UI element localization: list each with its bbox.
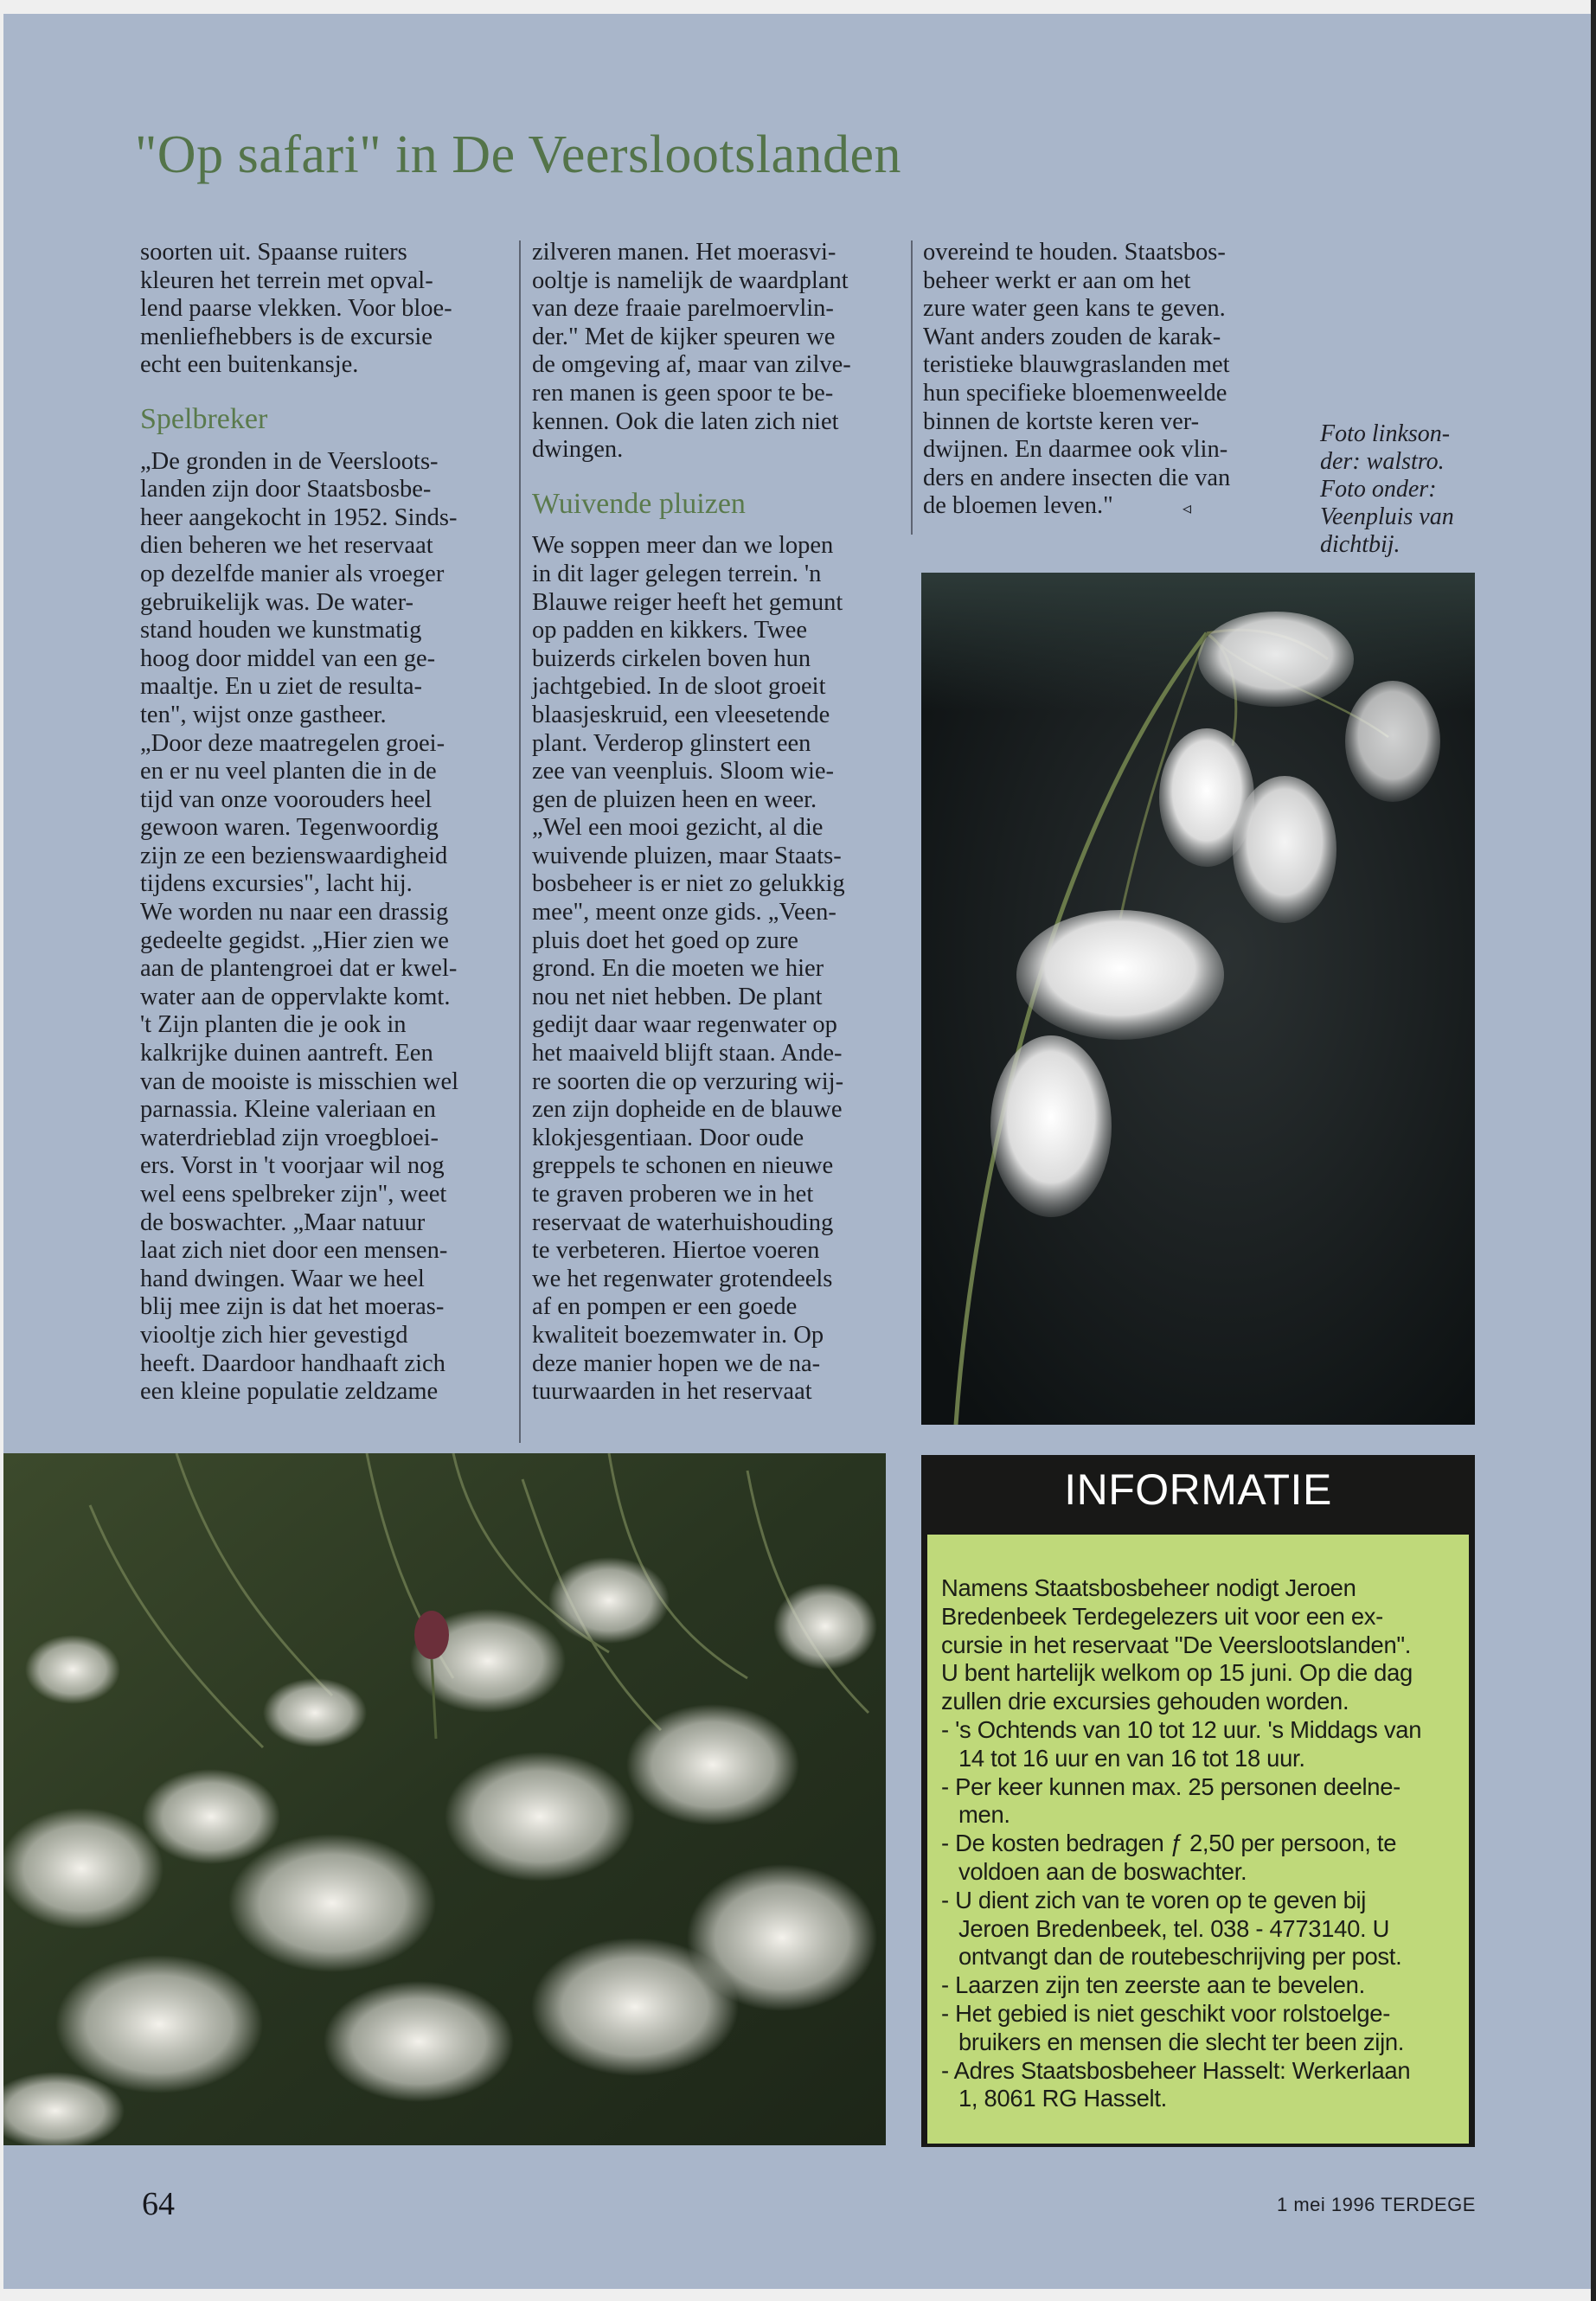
text-line: lend paarse vlekken. Voor bloe- — [140, 295, 452, 323]
info-item-line: voldoen aan de boswachter. — [958, 1857, 1247, 1885]
text-line: dichtbij. — [1320, 531, 1401, 558]
text-line: 't Zijn planten die je ook in — [140, 1011, 407, 1039]
col2-body — [532, 532, 895, 1406]
page-number: 64 — [142, 2186, 175, 2222]
text-line: heer aangekocht in 1952. Sinds- — [140, 503, 458, 531]
info-box — [921, 1455, 1475, 2147]
text-line: zen zijn dopheide en de blauwe — [532, 1096, 843, 1124]
info-item-line: 14 tot 16 uur en van 16 tot 18 uur. — [958, 1744, 1305, 1772]
col1-intro — [140, 239, 503, 380]
text-line: en er nu veel planten die in de — [140, 758, 437, 785]
text-line: bosbeheer is er niet zo gelukkig — [532, 870, 845, 898]
text-line: heeft. Daardoor handhaaft zich — [140, 1349, 445, 1377]
text-line: pluis doet het goed op zure — [532, 926, 798, 954]
text-line: op padden en kikkers. Twee — [532, 617, 808, 644]
text-line: ers. Vorst in 't voorjaar wil nog — [140, 1152, 445, 1180]
info-list-item — [941, 2000, 1458, 2057]
text-line: Want anders zouden de karak- — [923, 323, 1221, 350]
text-line: landen zijn door Staatsbosbe- — [140, 476, 432, 503]
text-line: klokjesgentiaan. Door oude — [532, 1124, 804, 1151]
text-line: tijdens excursies", lacht hij. — [140, 870, 413, 898]
text-line: zijn ze een bezienswaardigheid — [140, 842, 448, 869]
info-item-line: - U dient zich van te voren op te geven bij — [941, 1886, 1367, 1913]
info-list-item — [941, 1773, 1458, 1830]
text-line: dwijnen. En daarmee ook vlin- — [923, 436, 1228, 464]
text-line: menliefhebbers is de excursie — [140, 323, 433, 350]
text-line: stand houden we kunstmatig — [140, 617, 422, 644]
text-line: tuurwaarden in het reservaat — [532, 1378, 812, 1406]
text-line: we het regenwater grotendeels — [532, 1265, 833, 1292]
text-line: grond. En die moeten we hier — [532, 955, 824, 983]
text-line: greppels te schonen en nieuwe — [532, 1152, 834, 1180]
text-line: Veenpluis van — [1320, 503, 1454, 530]
text-line: wuivende pluizen, maar Staats- — [532, 842, 842, 869]
text-line: ren manen is geen spoor te be- — [532, 379, 834, 407]
col3-body — [923, 239, 1286, 521]
text-line: We worden nu naar een drassig — [140, 899, 449, 926]
text-line: zee van veenpluis. Sloom wie- — [532, 758, 835, 785]
col1-body — [140, 448, 503, 1407]
info-item-line: men. — [958, 1801, 1010, 1829]
photo-veenpluis — [921, 573, 1475, 1425]
text-line: Foto linkson- — [1320, 420, 1451, 447]
end-mark-icon: ◃ — [1183, 499, 1192, 518]
text-line: van deze fraaie parelmoervlin- — [532, 295, 834, 323]
text-line: Blauwe reiger heeft het gemunt — [532, 588, 843, 616]
text-line: kleuren het terrein met opval- — [140, 266, 433, 294]
text-line: ooltje is namelijk de waardplant — [532, 266, 849, 294]
text-line: „Wel een mooi gezicht, al die — [532, 814, 824, 842]
text-line: der: walstro. — [1320, 448, 1445, 475]
info-item-line: - Per keer kunnen max. 25 personen deelne- — [941, 1772, 1401, 1800]
text-line: teristieke blauwgraslanden met — [923, 351, 1230, 379]
photo-caption — [1320, 420, 1493, 559]
cotton-grass-illustration — [921, 573, 1475, 1425]
text-line: viooltje zich hier gevestigd — [140, 1321, 408, 1349]
text-line: overeind te houden. Staatsbos- — [923, 239, 1226, 266]
text-line: beheer werkt er aan om het — [923, 266, 1191, 294]
text-line: hun specifieke bloemenweelde — [923, 379, 1227, 407]
info-items — [941, 1716, 1458, 2113]
text-line: re soorten die op verzuring wij- — [532, 1067, 844, 1095]
text-line: soorten uit. Spaanse ruiters — [140, 239, 407, 266]
info-item-line: - Laarzen zijn ten zeerste aan te bevelen. — [941, 1971, 1365, 1999]
info-list-item — [941, 1830, 1458, 1887]
text-line: gen de pluizen heen en weer. — [532, 785, 817, 813]
meadow-flowers-illustration — [3, 1453, 886, 2145]
subheading-wuivende-pluizen: Wuivende pluizen — [532, 487, 746, 520]
text-line: deze manier hopen we de na- — [532, 1349, 821, 1377]
text-line: gedijt daar waar regenwater op — [532, 1011, 837, 1039]
text-line: nou net niet hebben. De plant — [532, 983, 823, 1010]
text-line: „De gronden in de Veersloots- — [140, 447, 439, 475]
text-line: laat zich niet door een mensen- — [140, 1237, 448, 1265]
magazine-page — [3, 14, 1592, 2289]
text-line: ders en andere insecten die van — [923, 464, 1231, 491]
text-line: kennen. Ook die laten zich niet — [532, 407, 839, 435]
info-item-line: ontvangt dan de routebeschrijving per post. — [958, 1943, 1402, 1971]
text-line: af en pompen er een goede — [532, 1293, 798, 1321]
info-item-line: - Adres Staatsbosbeheer Hasselt: Werkerlaan — [941, 2056, 1411, 2084]
text-line: gebruikelijk was. De water- — [140, 588, 413, 616]
text-line: gedeelte gegidst. „Hier zien we — [140, 926, 449, 954]
text-line: jachtgebied. In de sloot groeit — [532, 673, 826, 701]
article-column-2 — [532, 239, 895, 1407]
info-item-line: - De kosten bedragen ƒ 2,50 per persoon, te — [941, 1830, 1397, 1857]
text-line: te graven proberen we in het — [532, 1181, 814, 1208]
text-line: wel eens spelbreker zijn", weet — [140, 1181, 447, 1208]
text-line: buizerds cirkelen boven hun — [532, 644, 811, 672]
text-line: de bloemen leven." — [923, 492, 1113, 520]
text-line: We soppen meer dan we lopen — [532, 532, 834, 560]
info-heading: INFORMATIE — [1064, 1465, 1332, 1514]
text-line: blij mee zijn is dat het moeras- — [140, 1293, 445, 1321]
info-item-line: Jeroen Bredenbeek, tel. 038 - 4773140. U — [958, 1914, 1390, 1942]
text-line: maaltje. En u ziet de resulta- — [140, 673, 423, 701]
text-line: het maaiveld blijft staan. Ande- — [532, 1040, 843, 1067]
text-line: in dit lager gelegen terrein. 'n — [532, 560, 822, 587]
text-line: de boswachter. „Maar natuur — [140, 1208, 426, 1236]
text-line: Bredenbeek Terdegelezers uit voor een ex- — [941, 1602, 1383, 1630]
info-intro — [941, 1574, 1458, 1716]
column-divider — [911, 240, 913, 535]
text-line: water aan de oppervlakte komt. — [140, 983, 451, 1010]
article-column-3 — [923, 239, 1286, 521]
text-line: reservaat de waterhuishouding — [532, 1208, 834, 1236]
text-line: Namens Staatsbosbeheer nodigt Jeroen — [941, 1574, 1356, 1601]
text-line: zure water geen kans te geven. — [923, 295, 1226, 323]
info-item-line: 1, 8061 RG Hasselt. — [958, 2085, 1167, 2112]
text-line: parnassia. Kleine valeriaan en — [140, 1096, 436, 1124]
text-line: blaasjeskruid, een vleesetende — [532, 701, 830, 728]
info-list-item — [941, 1716, 1458, 1773]
text-line: waterdrieblad zijn vroegbloei- — [140, 1124, 439, 1151]
info-list-item — [941, 2057, 1458, 2114]
info-list-item — [941, 1887, 1458, 1971]
text-line: tijd van onze voorouders heel — [140, 785, 433, 813]
col2-intro — [532, 239, 895, 465]
text-line: te verbeteren. Hiertoe voeren — [532, 1237, 820, 1265]
col3-lines — [923, 239, 1286, 521]
text-line: een kleine populatie zeldzame — [140, 1378, 439, 1406]
text-line: mee", meent onze gids. „Veen- — [532, 899, 836, 926]
text-line: zullen drie excursies gehouden worden. — [941, 1688, 1349, 1715]
info-item-line: bruikers en mensen die slecht ter been zijn. — [958, 2028, 1405, 2055]
text-line: kalkrijke duinen aantreft. Een — [140, 1040, 433, 1067]
text-line: der." Met de kijker speuren we — [532, 323, 836, 350]
text-line: U bent hartelijk welkom op 15 juni. Op die dag — [941, 1659, 1413, 1687]
column-divider — [519, 240, 521, 1443]
text-line: hand dwingen. Waar we heel — [140, 1265, 425, 1292]
text-line: ten", wijst onze gastheer. — [140, 701, 387, 728]
photo-walstro — [3, 1453, 886, 2145]
article-column-1 — [140, 239, 503, 1407]
info-body — [927, 1535, 1469, 2144]
article-title: "Op safari" in De Veerslootslanden — [135, 125, 902, 184]
text-line: aan de plantengroei dat er kwel- — [140, 955, 458, 983]
text-line: gewoon waren. Tegenwoordig — [140, 814, 439, 842]
info-item-line: - 's Ochtends van 10 tot 12 uur. 's Middags van — [941, 1715, 1422, 1743]
info-list-item — [941, 1971, 1458, 2000]
scan-edge — [1591, 0, 1596, 2301]
text-line: dwingen. — [532, 436, 624, 464]
footer-issue: 1 mei 1996 TERDEGE — [1277, 2194, 1476, 2215]
text-line: dien beheren we het reservaat — [140, 532, 433, 560]
text-line: op dezelfde manier als vroeger — [140, 560, 445, 587]
text-line: de omgeving af, maar van zilve- — [532, 351, 851, 379]
text-line: hoog door middel van een ge- — [140, 644, 436, 672]
info-item-line: - Het gebied is niet geschikt voor rolstoelge- — [941, 1999, 1391, 2027]
text-line: „Door deze maatregelen groei- — [140, 729, 445, 757]
subheading-spelbreker: Spelbreker — [140, 402, 268, 435]
text-line: Foto onder: — [1320, 476, 1437, 503]
text-line: kwaliteit boezemwater in. Op — [532, 1321, 824, 1349]
text-line: echt een buitenkansje. — [140, 351, 359, 379]
text-line: zilveren manen. Het moerasvi- — [532, 239, 836, 266]
text-line: plant. Verderop glinstert een — [532, 729, 811, 757]
text-line: cursie in het reservaat "De Veerslootslanden". — [941, 1631, 1412, 1658]
text-line: binnen de kortste keren ver- — [923, 407, 1200, 435]
text-line: van de mooiste is misschien wel — [140, 1067, 459, 1095]
